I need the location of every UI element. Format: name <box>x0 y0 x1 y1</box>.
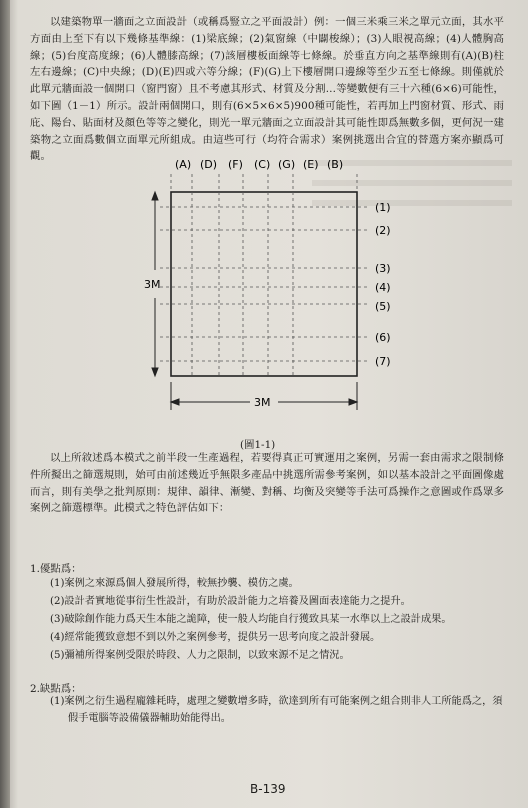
bottom-dimension-label: 3M <box>254 396 271 409</box>
evaluation-paragraph: 以上所敘述爲本模式之前半段一生產過程，若要得真正可實運用之案例，另需一套由需求之限制條件所擬出之篩選規則，始可由前述幾近乎無限多產品中挑選所需參考案例，如以基本設計之平面圖像處而言，則有美學之批判原則：規律、韻律、漸變、對稱、均衡及突變等手法可爲操作之意圖或作爲眾多案例之篩選標準。此模式之特色評估如下： <box>30 452 504 515</box>
right-label-5: (5) <box>375 300 391 313</box>
list-item: (2)設計者實地從事衍生性設計，有助於設計能力之培養及圖面表達能力之提升。 <box>50 596 411 607</box>
right-label-7: (7) <box>375 355 391 368</box>
disadvantages-title: 2.缺點爲： <box>30 683 82 695</box>
book-binding-shadow <box>0 0 10 808</box>
arrow-up-icon <box>152 192 158 200</box>
left-dimension-label: 3M <box>144 278 161 291</box>
intro-paragraph: 以建築物單一牆面之立面設計（或稱爲豎立之平面設計）例：一個三米乘三米之單元立面，其水平方面由上至下有以下幾條基準線：(1)梁底線；(2)氣窗線（中闢梭線）；(3)人眼視高線；(4)人體胸高線；(5)台度高度線；(6)人體膝高線；(7)該層樓板面線等七條線。於垂直方向之基準線則有(A)(B)柱左右邊線；(C)中央線；(D)(E)四或六等分線；(F)(G)上下樓層開口邊線等至少五至七條線。則僅就於此單元牆面設一個開口（窗門窗）且不考慮其形式、材質及分割…等變數便有三十六種(6×6)可能性，如下圖（1－1）所示。設計兩個開口，則有(6×5×6×5)900種可能性，若再加上門窗材質、形式、雨庇、陽台、貼面材及顏色等等之變化，則光一單元牆面之立面設計其可能性即爲無數多個，更何況一建築物之立面爲數個立面單元所組成。由這些可行（均符合需求）案例挑選出合宜的替選方案亦顯爲可觀。 <box>30 16 504 163</box>
advantages-list <box>50 575 505 665</box>
list-item: (5)彌補所得案例受限於時段、人力之限制，以致來源不足之情況。 <box>50 650 350 661</box>
top-label-a: (A) <box>175 158 192 171</box>
top-label-e: (E) <box>303 158 319 171</box>
vertical-grid-lines <box>171 174 357 376</box>
list-item: (1)案例之來源爲個人發展所得，較無抄襲、模仿之虞。 <box>50 578 299 589</box>
arrow-right-icon <box>349 399 357 405</box>
top-label-c: (C) <box>254 158 271 171</box>
right-label-1: (1) <box>375 201 391 214</box>
top-label-b: (B) <box>327 158 344 171</box>
disadvantages-list <box>50 693 505 727</box>
list-item: (3)破除創作能力爲天生本能之詭障，使一般人均能自行獲致具某一水準以上之設計成果。 <box>50 614 452 625</box>
list-item: (1)案例之衍生過程龐雜耗時，處理之變數增多時，欲達到所有可能案例之組合則非人工所能爲之，須假手電腦等設備儀器輔助始能得出。 <box>50 696 503 724</box>
figure-caption: (圖1-1) <box>240 439 276 451</box>
arrow-left-icon <box>171 399 179 405</box>
top-axis-labels <box>175 158 343 171</box>
horizontal-grid-lines <box>160 207 370 361</box>
list-item: (4)經常能獲致意想不到以外之案例參考，提供另一思考向度之設計發展。 <box>50 632 381 643</box>
top-label-d: (D) <box>200 158 218 171</box>
right-label-2: (2) <box>375 224 391 237</box>
arrow-down-icon <box>152 368 158 376</box>
top-label-f: (F) <box>228 158 243 171</box>
advantages-title: 1.優點爲： <box>30 563 82 575</box>
unit-wall-outline <box>171 192 357 376</box>
right-axis-labels <box>375 201 391 368</box>
right-label-4: (4) <box>375 281 391 294</box>
elevation-grid-figure <box>120 152 420 422</box>
right-label-3: (3) <box>375 262 391 275</box>
top-label-g: (G) <box>278 158 296 171</box>
page-number: B-139 <box>250 782 286 796</box>
right-label-6: (6) <box>375 331 391 344</box>
